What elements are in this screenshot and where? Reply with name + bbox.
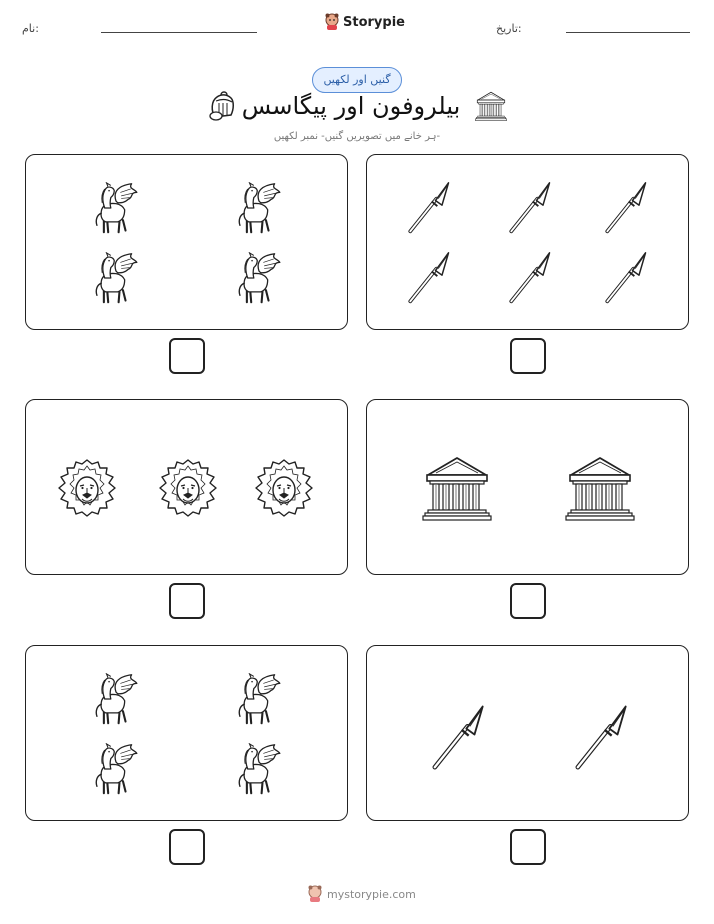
horse-helmet-icon — [207, 89, 237, 127]
answer-box[interactable] — [169, 583, 205, 619]
activity-badge: گنیں اور لکھیں — [312, 67, 402, 93]
counting-card-spear — [366, 154, 689, 330]
brand-name: Storypie — [343, 14, 405, 30]
answer-box[interactable] — [169, 338, 205, 374]
spear-icon — [597, 250, 653, 306]
pegasus-icon — [90, 182, 142, 234]
storypie-mascot-icon — [324, 13, 340, 31]
answer-box[interactable] — [169, 829, 205, 865]
counting-card-pegasus — [25, 154, 348, 330]
name-label: نام: — [22, 22, 39, 35]
counting-card-lion — [25, 399, 348, 575]
pegasus-icon — [233, 673, 285, 725]
spear-icon — [565, 703, 635, 773]
date-field-line[interactable] — [566, 32, 690, 33]
temple-icon — [474, 90, 508, 126]
answer-box[interactable] — [510, 583, 546, 619]
temple-icon — [422, 453, 492, 523]
lion-icon — [254, 458, 314, 518]
pegasus-icon — [90, 252, 142, 304]
spear-icon — [400, 180, 456, 236]
instructions: ہر خانے میں تصویریں گنیں- نمبر لکھیں- — [273, 131, 441, 142]
temple-icon — [565, 453, 635, 523]
pegasus-icon — [90, 743, 142, 795]
brand-logo — [324, 13, 405, 31]
pegasus-icon — [233, 182, 285, 234]
lion-icon — [158, 458, 218, 518]
date-label: تاریخ: — [496, 22, 522, 35]
answer-box[interactable] — [510, 829, 546, 865]
pegasus-icon — [233, 743, 285, 795]
counting-card-pegasus — [25, 645, 348, 821]
spear-icon — [597, 180, 653, 236]
pegasus-icon — [233, 252, 285, 304]
answer-box[interactable] — [510, 338, 546, 374]
lion-icon — [57, 458, 117, 518]
spear-icon — [400, 250, 456, 306]
footer-url: mystorypie.com — [327, 887, 416, 901]
spear-icon — [501, 250, 557, 306]
name-field-line[interactable] — [101, 32, 257, 33]
counting-card-spear — [366, 645, 689, 821]
page-title: بیلروفون اور پیگاسس — [241, 92, 461, 120]
spear-icon — [501, 180, 557, 236]
footer — [307, 885, 416, 903]
spear-icon — [422, 703, 492, 773]
counting-card-temple — [366, 399, 689, 575]
pegasus-icon — [90, 673, 142, 725]
storypie-mascot-icon — [307, 885, 323, 903]
